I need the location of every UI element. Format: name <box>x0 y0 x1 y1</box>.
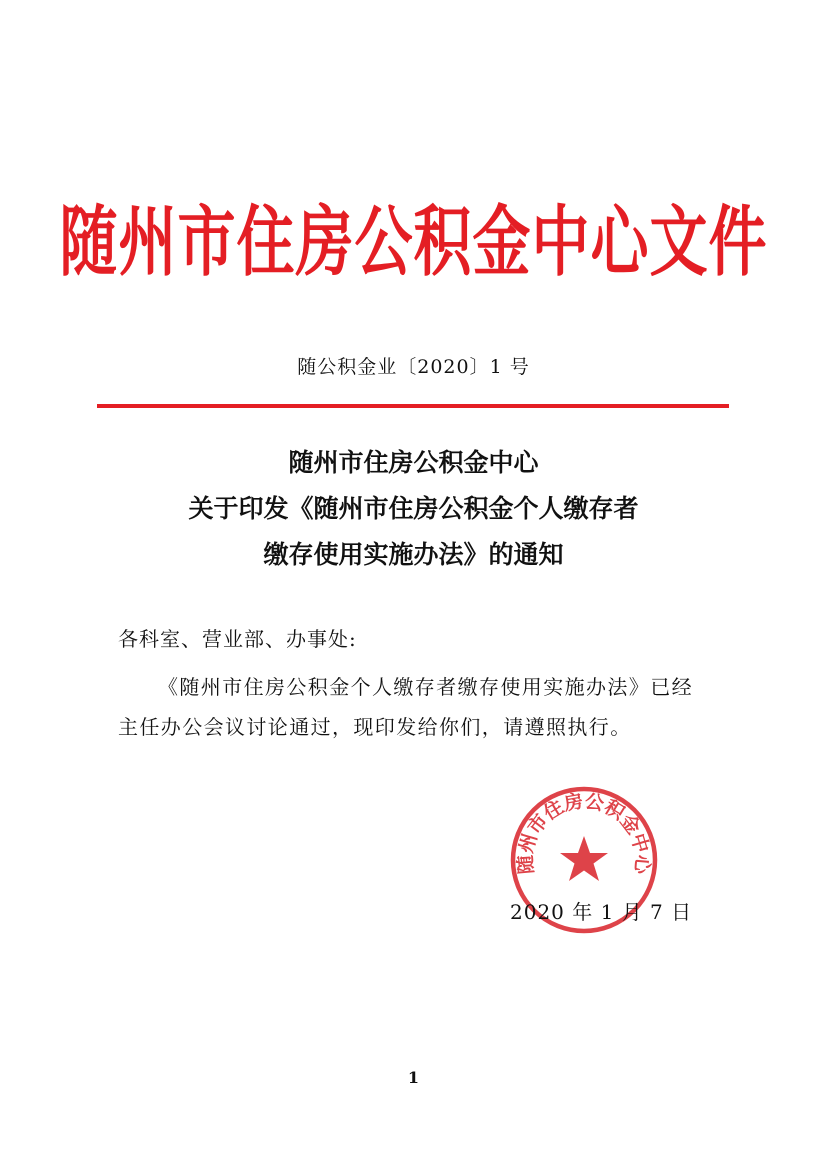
document-header-title: 随州市住房公积金中心文件 <box>59 197 768 287</box>
red-divider <box>97 404 729 408</box>
salutation: 各科室、营业部、办事处: <box>118 627 357 651</box>
notice-title-line-1: 随州市住房公积金中心 <box>288 448 539 477</box>
notice-title <box>0 440 827 578</box>
notice-body-line-2: 主任办公会议讨论通过，现印发给你们，请遵照执行。 <box>118 715 632 739</box>
notice-body-line-1: 《随州市住房公积金个人缴存者缴存使用实施办法》已经 <box>158 675 693 699</box>
star-icon <box>560 836 608 881</box>
notice-body <box>118 667 718 747</box>
seal-ring-text: 随州市住房公积金中心 <box>514 790 654 875</box>
notice-title-line-3: 缴存使用实施办法》的通知 <box>263 540 564 569</box>
issue-date: 2020 年 1 月 7 日 <box>510 900 693 924</box>
notice-title-line-2: 关于印发《随州市住房公积金个人缴存者 <box>188 494 639 523</box>
page-number: 1 <box>407 1068 420 1087</box>
document-number: 随公积金业〔2020〕1 号 <box>297 356 530 378</box>
